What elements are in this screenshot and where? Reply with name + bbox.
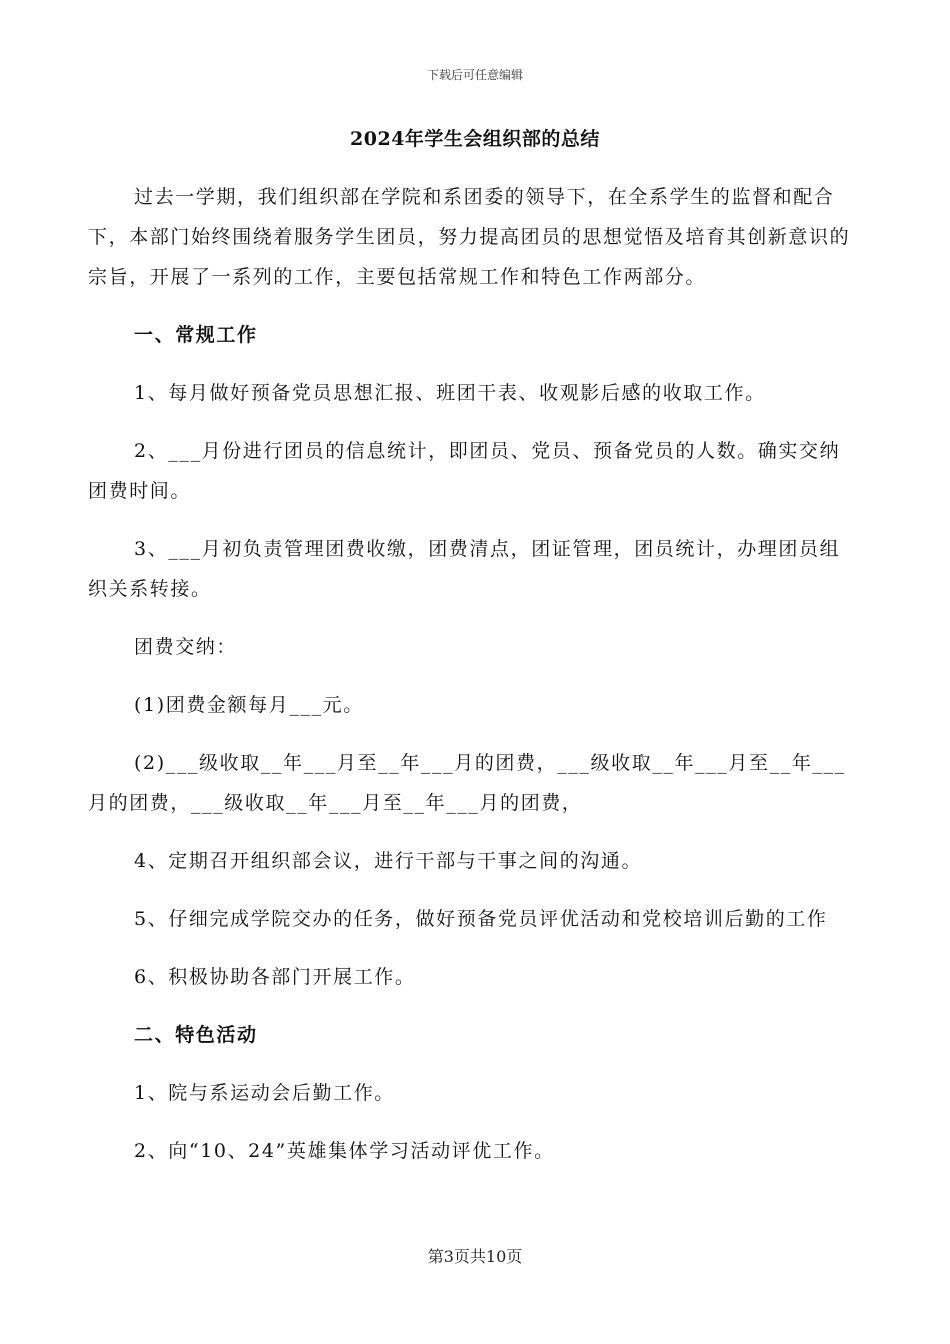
page-number: 第3页共10页 — [427, 1247, 523, 1266]
routine-item-5: 5、仔细完成学院交办的任务，做好预备党员评优活动和党校培训后勤的工作 — [134, 908, 828, 930]
routine-item-6: 6、积极协助各部门开展工作。 — [134, 966, 416, 988]
fee-item-1: (1)团费金额每月___元。 — [134, 694, 364, 716]
document-title: 2024年学生会组织部的总结 — [350, 128, 600, 150]
fee-item-2: (2)___级收取__年___月至__年___月的团费，___级收取__年___月至__年___月的团费，___级收取__年___月至__年___月的团费， — [88, 752, 846, 814]
special-item-1: 1、院与系运动会后勤工作。 — [134, 1082, 395, 1104]
fee-label: 团费交纳： — [134, 636, 238, 658]
routine-item-1: 1、每月做好预备党员思想汇报、班团干表、收观影后感的收取工作。 — [134, 382, 766, 404]
routine-item-4: 4、定期召开组织部会议，进行干部与干事之间的沟通。 — [134, 850, 643, 872]
section-heading-special: 二、特色活动 — [134, 1024, 258, 1046]
header-note: 下载后可任意编辑 — [426, 68, 523, 82]
routine-item-2: 2、___月份进行团员的信息统计，即团员、党员、预备党员的人数。确实交纳团费时间。 — [88, 440, 841, 502]
intro-paragraph: 过去一学期，我们组织部在学院和系团委的领导下，在全系学生的监督和配合下，本部门始终围绕着服务学生团员，努力提高团员的思想觉悟及培育其创新意识的宗旨，开展了一系列的工作，主要包括常规工作和特色工作两部分。 — [88, 186, 851, 288]
routine-item-3: 3、___月初负责管理团费收缴，团费清点，团证管理，团员统计，办理团员组织关系转接。 — [88, 538, 841, 600]
document-body — [88, 177, 858, 1171]
section-heading-routine: 一、常规工作 — [134, 324, 258, 346]
special-item-2: 2、向“10、24”英雄集体学习活动评优工作。 — [134, 1140, 555, 1162]
